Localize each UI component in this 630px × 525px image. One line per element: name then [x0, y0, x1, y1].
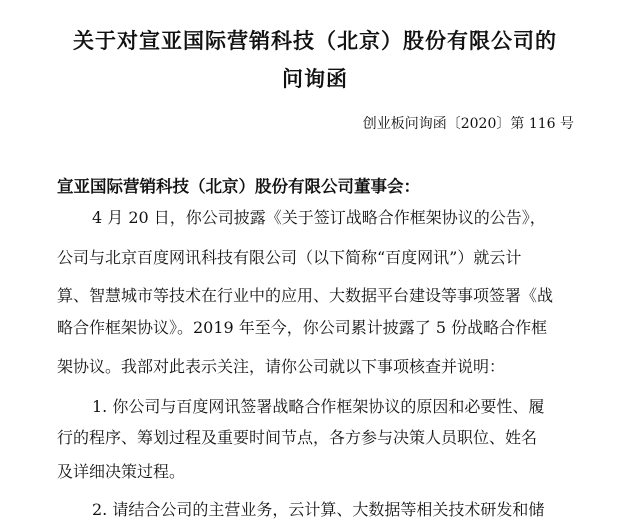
question-1-line-1: 1. 你公司与百度网讯签署战略合作框架协议的原因和必要性、履	[92, 397, 545, 416]
body-line-3: 算、智慧城市等技术在行业中的应用、大数据平台建设等事项签署《战	[57, 286, 554, 305]
document-number: 创业板问询函〔2020〕第 116 号	[362, 116, 574, 132]
question-1-line-2: 行的程序、筹划过程及重要时间节点，各方参与决策人员职位、姓名	[57, 428, 538, 447]
body-line-4: 略合作框架协议》。2019 年至今，你公司累计披露了 5 份战略合作框	[57, 318, 548, 337]
body-line-1: 4 月 20 日，你公司披露《关于签订战略合作框架协议的公告》，	[92, 208, 546, 227]
body-line-5: 架协议。我部对此表示关注，请你公司就以下事项核查并说明：	[57, 357, 506, 376]
addressee: 宣亚国际营销科技（北京）股份有限公司董事会：	[57, 177, 420, 196]
letter-title-line-2: 问询函	[282, 66, 348, 91]
body-line-2: 公司与北京百度网讯科技有限公司（以下简称“百度网讯”）就云计	[57, 248, 522, 267]
letter-title-line-1: 关于对宣亚国际营销科技（北京）股份有限公司的	[73, 28, 557, 53]
question-2-line-1: 2. 请结合公司的主营业务，云计算、大数据等相关技术研发和储	[92, 500, 545, 519]
question-1-line-3: 及详细决策过程。	[57, 462, 186, 481]
